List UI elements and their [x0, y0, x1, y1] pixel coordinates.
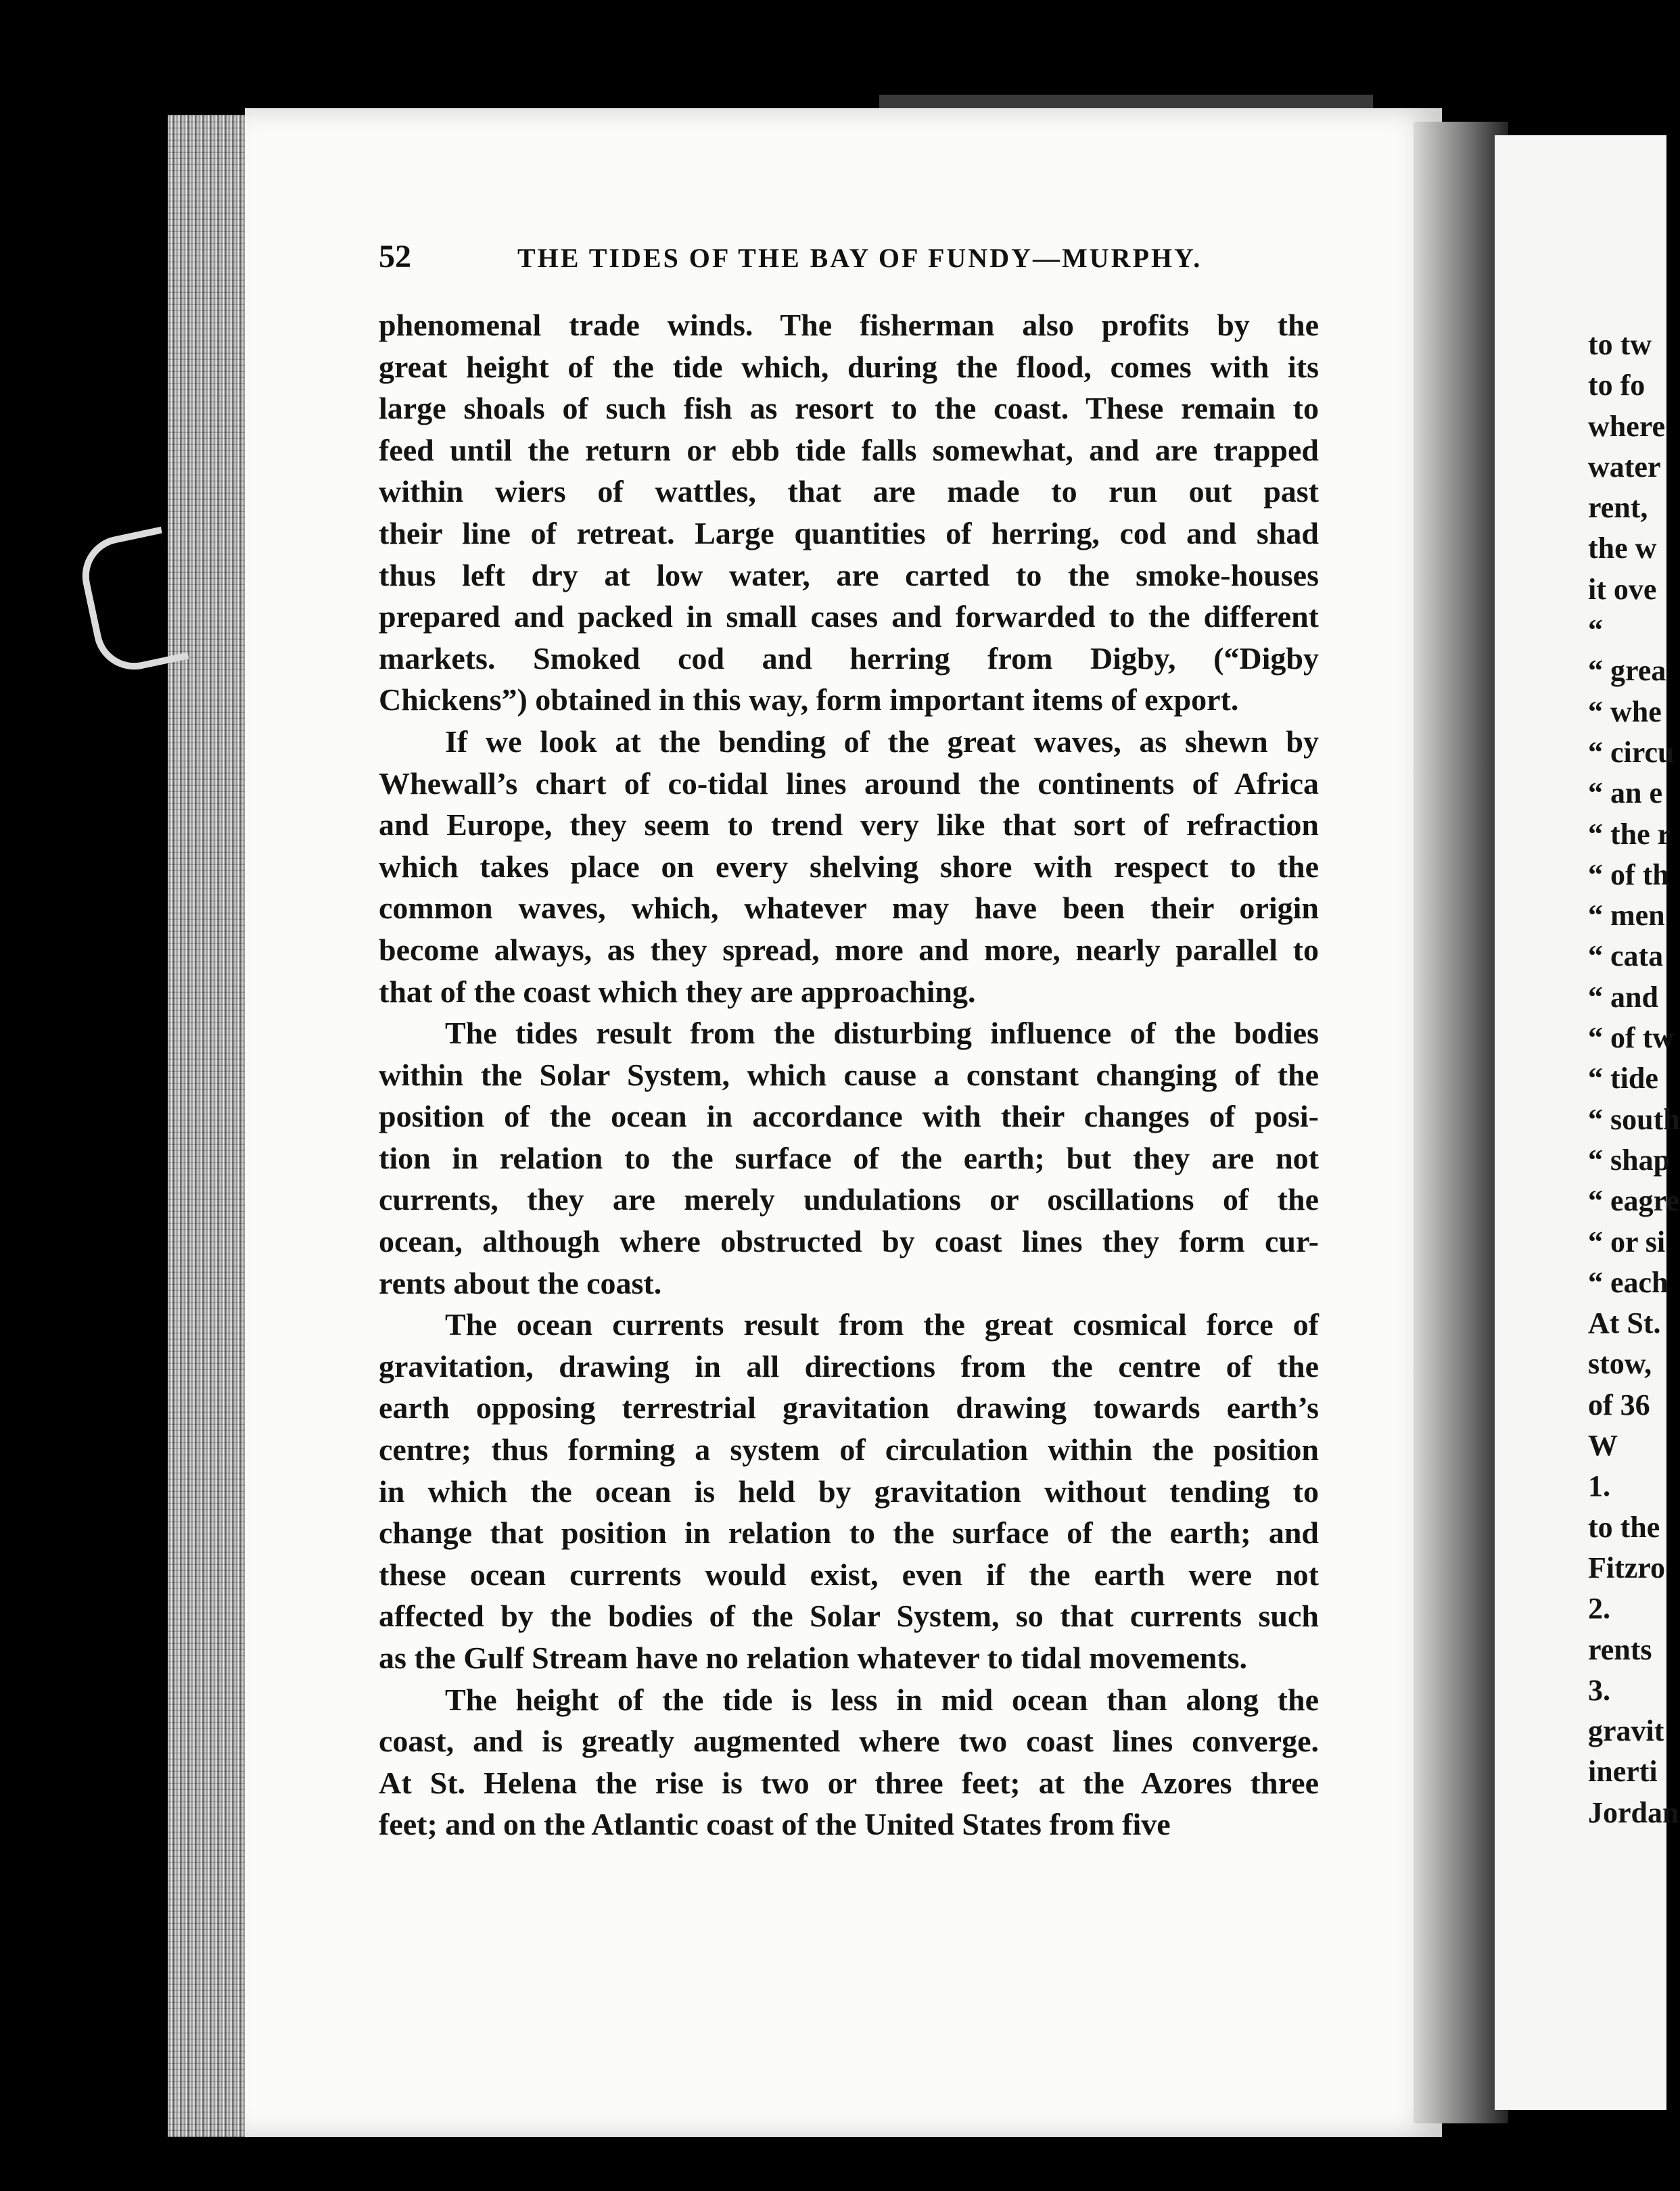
page-gutter — [1414, 122, 1508, 2123]
paragraph — [379, 721, 1319, 1012]
text-line: gravitation, drawing in all directions from the centre of the — [379, 1348, 1319, 1384]
facing-line: inerti — [1588, 1755, 1658, 1789]
text-line: these ocean currents would exist, even if the earth were not — [379, 1557, 1319, 1592]
paragraph — [379, 1012, 1319, 1304]
facing-line: “ of tw — [1588, 1021, 1675, 1055]
facing-line: “ men — [1588, 899, 1665, 933]
text-line: centre; thus forming a system of circulation within the position — [379, 1432, 1319, 1467]
facing-line: stow, — [1588, 1347, 1652, 1381]
facing-line: “ and — [1588, 980, 1658, 1014]
facing-line: “ the r — [1588, 817, 1671, 851]
facing-line: 2. — [1588, 1592, 1610, 1626]
text-line: position of the ocean in accordance with their changes of posi- — [379, 1099, 1319, 1134]
facing-line: water — [1588, 450, 1661, 484]
paragraph — [379, 1679, 1319, 1845]
text-line: within wiers of wattles, that are made to run out past — [379, 474, 1319, 509]
text-line: which takes place on every shelving shore with respect to the — [379, 849, 1319, 884]
text-line: and Europe, they seem to trend very like that sort of refraction — [379, 807, 1319, 843]
text-line: coast, and is greatly augmented where two coast lines converge. — [379, 1724, 1319, 1759]
facing-line: to tw — [1588, 328, 1652, 361]
text-line: If we look at the bending of the great waves, as shewn by — [445, 724, 1319, 759]
text-line: markets. Smoked cod and herring from Digby, (“Digby — [379, 640, 1319, 676]
text-line: change that position in relation to the surface of the earth; and — [379, 1515, 1319, 1551]
text-line: Whewall’s chart of co-tidal lines around the continents of Africa — [379, 765, 1319, 801]
text-line: earth opposing terrestrial gravitation drawing towards earth’s — [379, 1390, 1319, 1426]
page-edges — [168, 115, 249, 2137]
facing-page-text — [1588, 325, 1680, 1833]
facing-line: the w — [1588, 532, 1657, 565]
facing-line: “ south — [1588, 1102, 1680, 1136]
text-line: common waves, which, whatever may have been their origin — [379, 891, 1319, 926]
facing-line: “ — [1588, 613, 1603, 647]
text-line: their line of retreat. Large quantities of herring, cod and shad — [379, 515, 1319, 550]
text-line: as the Gulf Stream have no relation whatever to tidal movements. — [379, 1641, 1248, 1675]
facing-line: At St. — [1588, 1306, 1661, 1340]
facing-line: “ shap — [1588, 1143, 1671, 1177]
facing-line: “ eagre — [1588, 1184, 1679, 1218]
facing-line: of 36 — [1588, 1388, 1650, 1421]
text-line: great height of the tide which, during the flood, comes with its — [379, 349, 1319, 384]
text-line: The height of the tide is less in mid ocean than along the — [445, 1682, 1319, 1717]
paragraph — [379, 1304, 1319, 1678]
facing-line: Fitzro — [1588, 1551, 1666, 1584]
text-line: rents about the coast. — [379, 1265, 662, 1300]
running-title: THE TIDES OF THE BAY OF FUNDY—MURPHY. — [517, 243, 1203, 273]
text-line: At St. Helena the rise is two or three feet; at the Azores three — [379, 1765, 1319, 1800]
text-line: become always, as they spread, more and more, nearly parallel to — [379, 932, 1319, 967]
text-line: feed until the return or ebb tide falls somewhat, and are trapped — [379, 432, 1319, 467]
facing-line: 3. — [1588, 1673, 1610, 1707]
facing-line: Jordan — [1588, 1795, 1679, 1829]
text-line: feet; and on the Atlantic coast of the United States from five — [379, 1807, 1171, 1842]
facing-line: “ or si — [1588, 1225, 1666, 1258]
facing-line: “ circu — [1588, 735, 1675, 769]
text-line: ocean, although where obstructed by coast lines they form cur- — [379, 1224, 1319, 1259]
facing-line: to the — [1588, 1510, 1660, 1544]
running-header — [379, 238, 1312, 279]
facing-line: “ an e — [1588, 776, 1662, 810]
facing-line: “ whe — [1588, 694, 1662, 728]
facing-line: “ grea — [1588, 654, 1666, 688]
facing-line: rents — [1588, 1632, 1652, 1666]
text-line: The ocean currents result from the great cosmical force of — [445, 1307, 1319, 1342]
facing-line: “ cata — [1588, 939, 1664, 973]
facing-line: “ each — [1588, 1265, 1669, 1299]
text-line: tion in relation to the surface of the earth; but they are not — [379, 1140, 1319, 1175]
facing-line: gravit — [1588, 1714, 1664, 1748]
text-line: thus left dry at low water, are carted to the smoke-houses — [379, 557, 1319, 592]
facing-line: “ tide — [1588, 1062, 1658, 1096]
facing-line: W — [1588, 1429, 1618, 1463]
facing-line: it ove — [1588, 572, 1657, 606]
page-body-text — [379, 304, 1319, 1845]
text-line: phenomenal trade winds. The fisherman also profits by the — [379, 308, 1319, 342]
facing-line: “ of th — [1588, 857, 1669, 891]
facing-line: 1. — [1588, 1469, 1610, 1503]
text-line: currents, they are merely undulations or oscillations of the — [379, 1182, 1319, 1217]
facing-line: to fo — [1588, 369, 1646, 402]
text-line: Chickens”) obtained in this way, form important items of export. — [379, 682, 1239, 717]
text-line: affected by the bodies of the Solar System, so that currents such — [379, 1599, 1319, 1634]
text-line: in which the ocean is held by gravitation without tending to — [379, 1474, 1319, 1509]
facing-line: rent, — [1588, 491, 1648, 525]
paragraph — [379, 304, 1319, 721]
text-line: within the Solar System, which cause a constant changing of the — [379, 1057, 1319, 1092]
text-line: large shoals of such fish as resort to the coast. These remain to — [379, 391, 1319, 426]
text-line: The tides result from the disturbing influence of the bodies — [445, 1016, 1319, 1051]
text-line: that of the coast which they are approaching. — [379, 974, 976, 1009]
facing-line: where — [1588, 409, 1666, 443]
page-number: 52 — [379, 239, 411, 275]
text-line: prepared and packed in small cases and forwarded to the different — [379, 599, 1319, 634]
